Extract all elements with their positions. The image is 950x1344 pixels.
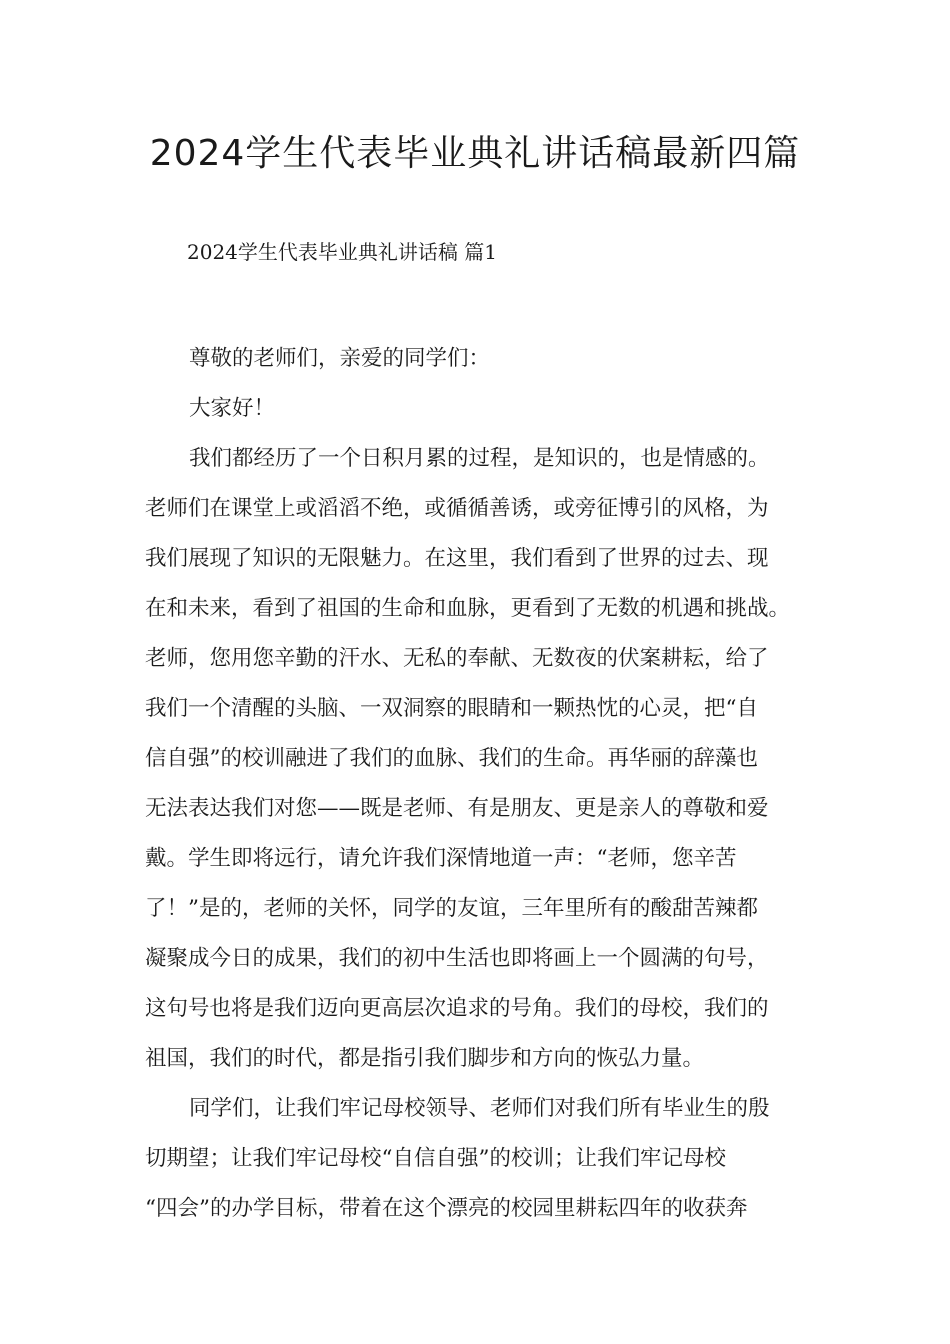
body-line: 在和未来，看到了祖国的生命和血脉，更看到了无数的机遇和挑战。: [145, 596, 791, 621]
document-title: 2024学生代表毕业典礼讲话稿最新四篇: [149, 133, 801, 174]
body-line: 凝聚成今日的成果，我们的初中生活也即将画上一个圆满的句号，: [145, 946, 769, 971]
body-line: 我们一个清醒的头脑、一双洞察的眼睛和一颗热忱的心灵，把“自: [145, 696, 758, 721]
body-line: 信自强”的校训融进了我们的血脉、我们的生命。再华丽的辞藻也: [145, 746, 758, 771]
body-line: 戴。学生即将远行，请允许我们深情地道一声：“老师，您辛苦: [145, 846, 737, 871]
section-heading: 2024学生代表毕业典礼讲话稿 篇1: [187, 240, 497, 264]
body-line: 老师们在课堂上或滔滔不绝，或循循善诱，或旁征博引的风格，为: [145, 496, 769, 521]
body-line: “四会”的办学目标，带着在这个漂亮的校园里耕耘四年的收获奔: [145, 1196, 748, 1221]
body-line: 大家好！: [189, 396, 276, 421]
body-line: 同学们，让我们牢记母校领导、老师们对我们所有毕业生的殷: [189, 1096, 770, 1121]
body-line: 这句号也将是我们迈向更高层次追求的号角。我们的母校，我们的: [145, 996, 769, 1021]
document-body: [145, 334, 835, 1234]
body-line: 切期望；让我们牢记母校“自信自强”的校训；让我们牢记母校: [145, 1146, 726, 1171]
body-line: 尊敬的老师们，亲爱的同学们：: [189, 346, 491, 371]
body-line: 无法表达我们对您——既是老师、有是朋友、更是亲人的尊敬和爱: [145, 796, 769, 821]
body-line: 老师，您用您辛勤的汗水、无私的奉献、无数夜的伏案耕耘，给了: [145, 646, 769, 671]
body-line: 我们展现了知识的无限魅力。在这里，我们看到了世界的过去、现: [145, 546, 769, 571]
body-line: 祖国，我们的时代，都是指引我们脚步和方向的恢弘力量。: [145, 1046, 705, 1071]
body-line: 了！”是的，老师的关怀，同学的友谊，三年里所有的酸甜苦辣都: [145, 896, 758, 921]
body-line: 我们都经历了一个日积月累的过程，是知识的，也是情感的。: [189, 446, 770, 471]
